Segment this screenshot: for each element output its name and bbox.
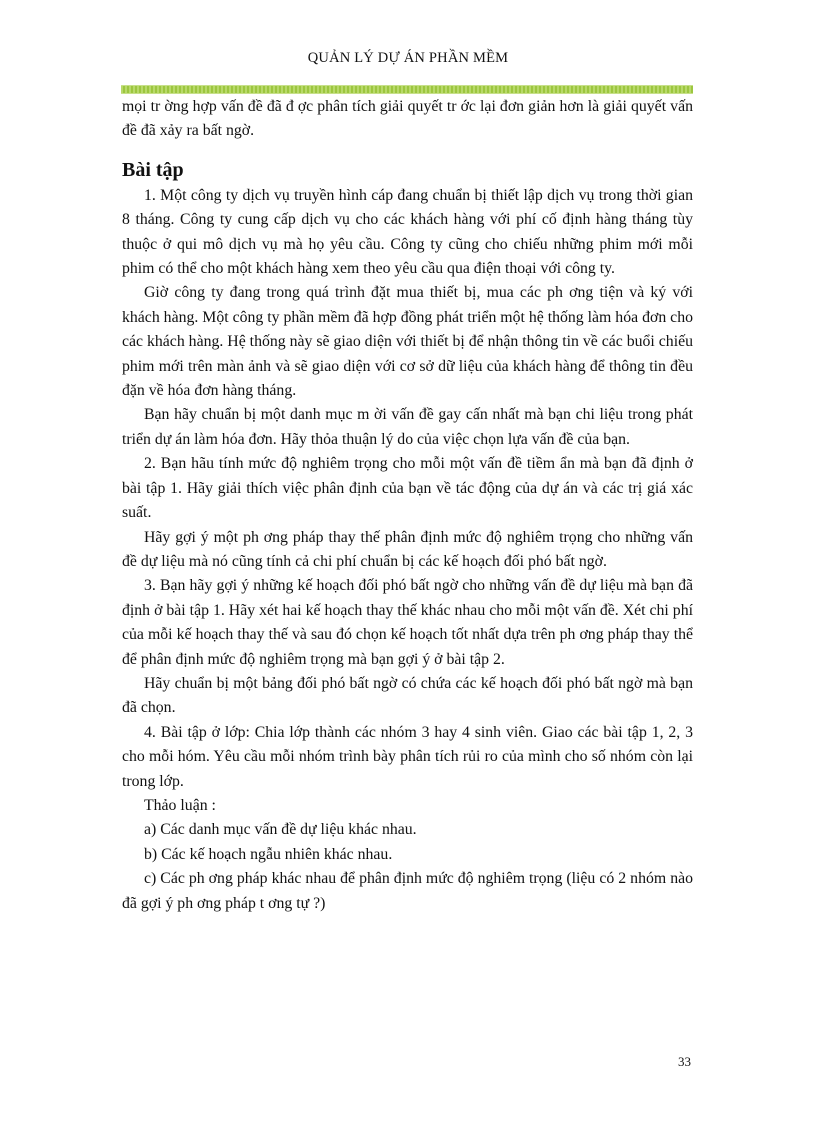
page-body [122,95,693,916]
exercise-1-task-paragraph: Bạn hãy chuẩn bị một danh mục m ời vấn đề gay cấn nhất mà bạn chi liệu trong phát triển dự án làm hóa đơn. Hãy thỏa thuận lý do của việc chọn lựa vấn đề của bạn. [122,406,693,448]
continuation-paragraph: mọi tr ờng hợp vấn đề đã đ ợc phân tích giải quyết tr ớc lại đơn giản hơn là giải quyết vấn đề đã xảy ra bất ngờ. [122,98,693,140]
discussion-item-c: c) Các ph ơng pháp khác nhau để phân định mức độ nghiêm trọng (liệu có 2 nhóm nào đã gợi ý ph ơng pháp t ơng tự ?) [122,870,693,912]
exercise-3-task-paragraph: Hãy chuẩn bị một bảng đối phó bất ngờ có chứa các kế hoạch đối phó bất ngờ mà bạn đã chọn. [122,674,693,717]
exercise-1-context-paragraph: Giờ công ty đang trong quá trình đặt mua thiết bị, mua các ph ơng tiện và ký với khách hàng. Một công ty phần mềm đã hợp đồng phát triển một hệ thống làm hóa đơn cho các khách hàng. Hệ thống này sẽ giao diện với thiết bị để nhận thông tin về các buổi chiếu phim mới trên màn ảnh và sẽ giao diện với cơ sở dữ liệu của khách hàng để thông tin đều đặn về hóa đơn hàng tháng. [122,284,693,400]
section-title: Bài tập [122,158,184,181]
page-number: 33 [678,1054,691,1069]
header-divider [121,85,693,94]
exercise-2-task-paragraph: Hãy gợi ý một ph ơng pháp thay thế phân định mức độ nghiêm trọng cho những vấn đề dự liệu mà nó cũng tính cả chi phí chuẩn bị các kế hoạch đối phó bất ngờ. [122,528,693,570]
exercise-4-paragraph: 4. Bài tập ở lớp: Chia lớp thành các nhóm 3 hay 4 sinh viên. Giao các bài tập 1, 2, 3 cho mỗi hóm. Yêu cầu mỗi nhóm trình bày phân tích rủi ro của mình cho số nhóm còn lại trong lớp. [122,723,693,790]
discussion-heading: Thảo luận : [144,796,216,814]
discussion-item-a: a) Các danh mục vấn đề dự liệu khác nhau. [144,821,417,839]
discussion-item-b: b) Các kế hoạch ngẫu nhiên khác nhau. [144,845,393,863]
exercise-3-paragraph: 3. Bạn hãy gợi ý những kế hoạch đối phó bất ngờ cho những vấn đề dự liệu mà bạn đã định ở bài tập 1. Hãy xét hai kế hoạch thay thế khác nhau cho mỗi một vấn đề. Xét chi phí của mỗi kế hoạch thay thế và sau đó chọn kế hoạch tốt nhất dựa trên ph ơng pháp thay thể để phân định mức độ nghiêm trọng mà bạn gợi ý ở bài tập 2. [122,577,693,668]
exercise-1-paragraph: 1. Một công ty dịch vụ truyền hình cáp đang chuẩn bị thiết lập dịch vụ trong thời gian 8 tháng. Công ty cung cấp dịch vụ cho các khách hàng với phí cố định hàng tháng tùy thuộc ở qui mô dịch vụ mà họ yêu cầu. Công ty cũng cho chiếu những phim mới mỗi phim có thể cho một khách hàng xem theo yêu cầu qua điện thoại với công ty. [122,186,693,278]
running-header: QUẢN LÝ DỰ ÁN PHẦN MỀM [307,50,509,66]
exercise-2-paragraph: 2. Bạn hãu tính mức độ nghiêm trọng cho mỗi một vấn đề tiềm ẩn mà bạn đã định ở bài tập 1. Hãy giải thích việc phân định của bạn về tác động của dự án và các trị giá xác suất. [122,455,693,522]
